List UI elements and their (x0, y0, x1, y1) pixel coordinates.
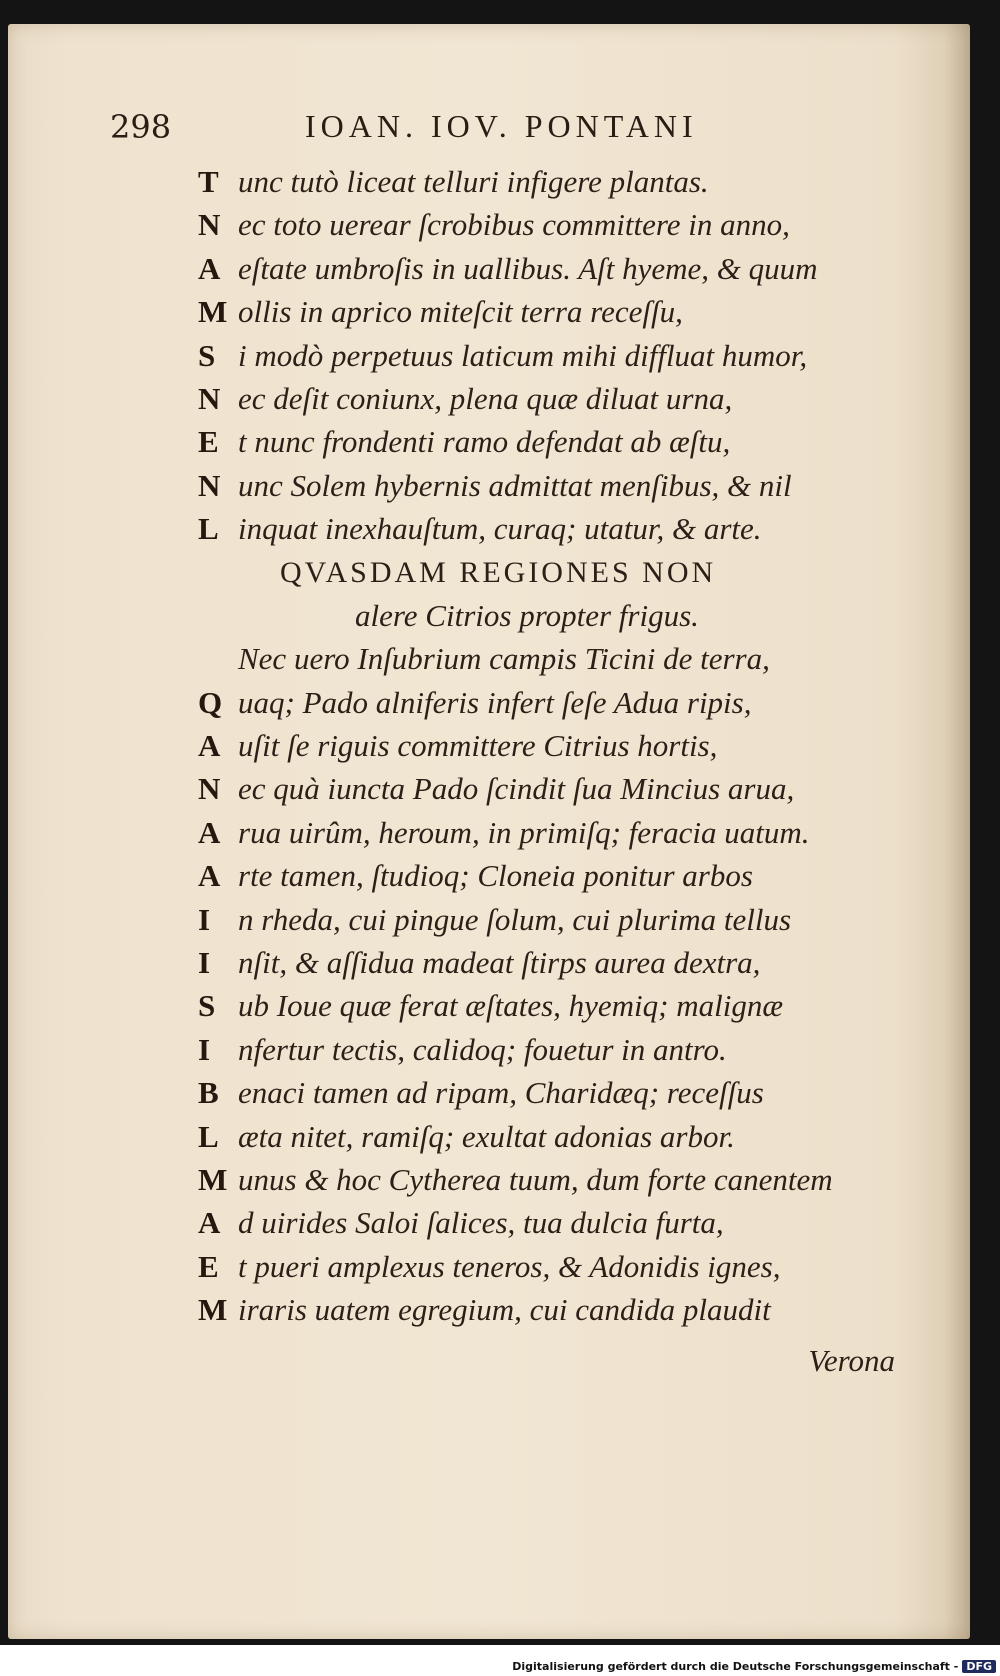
verse-line (198, 1245, 898, 1288)
verse-initial: I (198, 901, 211, 937)
verse-text: rte tamen, ſtudioq; Cloneia ponitur arbos (238, 858, 753, 894)
verse-initial: B (198, 1075, 219, 1111)
verse-text: d uirides Saloi ſalices, tua dulcia furta, (238, 1205, 724, 1241)
verse-initial: S (198, 337, 216, 373)
page-gutter-edge (944, 24, 970, 1639)
verse-text: unus & hoc Cytherea tuum, dum forte canentem (238, 1161, 833, 1197)
verse-line (198, 1158, 898, 1201)
verse-text-block (198, 160, 898, 1332)
verse-line (198, 160, 898, 203)
verse-line (198, 247, 898, 290)
verse-text: ec toto uerear ſcrobibus committere in anno, (238, 207, 790, 243)
verse-line (198, 290, 898, 333)
verse-text: QVASDAM REGIONES NON (280, 555, 717, 589)
verse-initial: Q (198, 684, 223, 720)
verse-initial: A (198, 250, 221, 286)
page-number: 298 (110, 108, 172, 146)
verse-initial: N (198, 380, 221, 416)
verse-initial: S (198, 988, 216, 1024)
verse-line (198, 941, 898, 984)
verse-initial: L (198, 1118, 219, 1154)
verse-initial: M (198, 1292, 228, 1328)
verse-text: æta nitet, ramiſq; exultat adonias arbor. (238, 1118, 735, 1154)
verse-text: t pueri amplexus teneros, & Adonidis ignes, (238, 1248, 781, 1284)
verse-initial: A (198, 814, 221, 850)
running-head: IOAN. IOV. PONTANI (305, 108, 698, 144)
verse-initial: T (198, 164, 219, 199)
verse-initial: I (198, 1031, 211, 1067)
credit-text: Digitalisierung gefördert durch die Deutsche Forschungsgemeinschaft - (512, 1660, 959, 1673)
verse-line (198, 854, 898, 897)
verse-text: nfertur tectis, calidoq; fouetur in antro. (238, 1031, 727, 1067)
verse-line (198, 1201, 898, 1244)
verse-text: enaci tamen ad ripam, Charidæq; receſſus (238, 1075, 764, 1111)
verse-text: n rheda, cui pingue ſolum, cui plurima tellus (238, 901, 792, 937)
verse-text: uſit ſe riguis committere Citrius hortis, (238, 728, 718, 764)
page-header (110, 108, 800, 158)
digitization-credit (512, 1660, 996, 1673)
verse-text: ollis in aprico miteſcit terra receſſu, (238, 294, 683, 330)
verse-text: t nunc frondenti ramo defendat ab æſtu, (238, 424, 731, 460)
verse-initial: M (198, 294, 228, 330)
verse-line (198, 1071, 898, 1114)
dfg-logo: DFG (962, 1660, 996, 1673)
verse-text: inquat inexhauſtum, curaq; utatur, & arte. (238, 511, 762, 547)
verse-line (198, 203, 898, 246)
verse-initial: A (198, 858, 221, 894)
verse-initial: A (198, 728, 221, 764)
verse-line (198, 898, 898, 941)
verse-text: uaq; Pado alniferis infert ſeſe Adua ripis, (238, 684, 752, 720)
verse-text: ub Ioue quæ ferat æſtates, hyemiq; malignæ (238, 988, 784, 1024)
verse-line (198, 637, 898, 680)
verse-initial: N (198, 467, 221, 503)
verse-initial: N (198, 771, 221, 807)
verse-line (198, 1028, 898, 1071)
verse-initial: L (198, 511, 219, 547)
section-title (198, 551, 898, 594)
verse-line (198, 420, 898, 463)
catchword: Verona (808, 1343, 895, 1378)
verse-text: rua uirûm, heroum, in primiſq; feracia uatum. (238, 814, 810, 850)
verse-line (198, 1115, 898, 1158)
verse-initial: A (198, 1205, 221, 1241)
verse-initial: M (198, 1161, 228, 1197)
verse-line (198, 984, 898, 1027)
verse-text: eſtate umbroſis in uallibus. Aſt hyeme, & quum (238, 250, 818, 286)
verse-text: ec quà iuncta Pado ſcindit ſua Mincius arua, (238, 771, 795, 807)
verse-text: alere Citrios propter frigus. (355, 597, 699, 633)
verse-line (198, 334, 898, 377)
verse-line (198, 507, 898, 550)
verse-text: unc tutò liceat telluri infigere plantas. (238, 164, 709, 199)
verse-line (198, 724, 898, 767)
verse-line (198, 767, 898, 810)
verse-line (198, 464, 898, 507)
verse-line (198, 377, 898, 420)
verse-initial: E (198, 424, 219, 460)
verse-text: iraris uatem egregium, cui candida plaudit (238, 1292, 771, 1328)
section-subtitle (198, 594, 898, 637)
verse-text: i modò perpetuus laticum mihi diffluat humor, (238, 337, 808, 373)
verse-text: Nec uero Inſubrium campis Ticini de terra, (238, 641, 770, 677)
verse-initial: E (198, 1248, 219, 1284)
verse-line (198, 1288, 898, 1331)
verse-line (198, 681, 898, 724)
verse-initial: N (198, 207, 221, 243)
verse-text: nſit, & aſſidua madeat ſtirps aurea dextra, (238, 945, 761, 981)
verse-line (198, 811, 898, 854)
verse-initial: I (198, 945, 211, 981)
verse-text: unc Solem hybernis admittat menſibus, & nil (238, 467, 792, 503)
verse-text: ec deſit coniunx, plena quæ diluat urna, (238, 380, 733, 416)
